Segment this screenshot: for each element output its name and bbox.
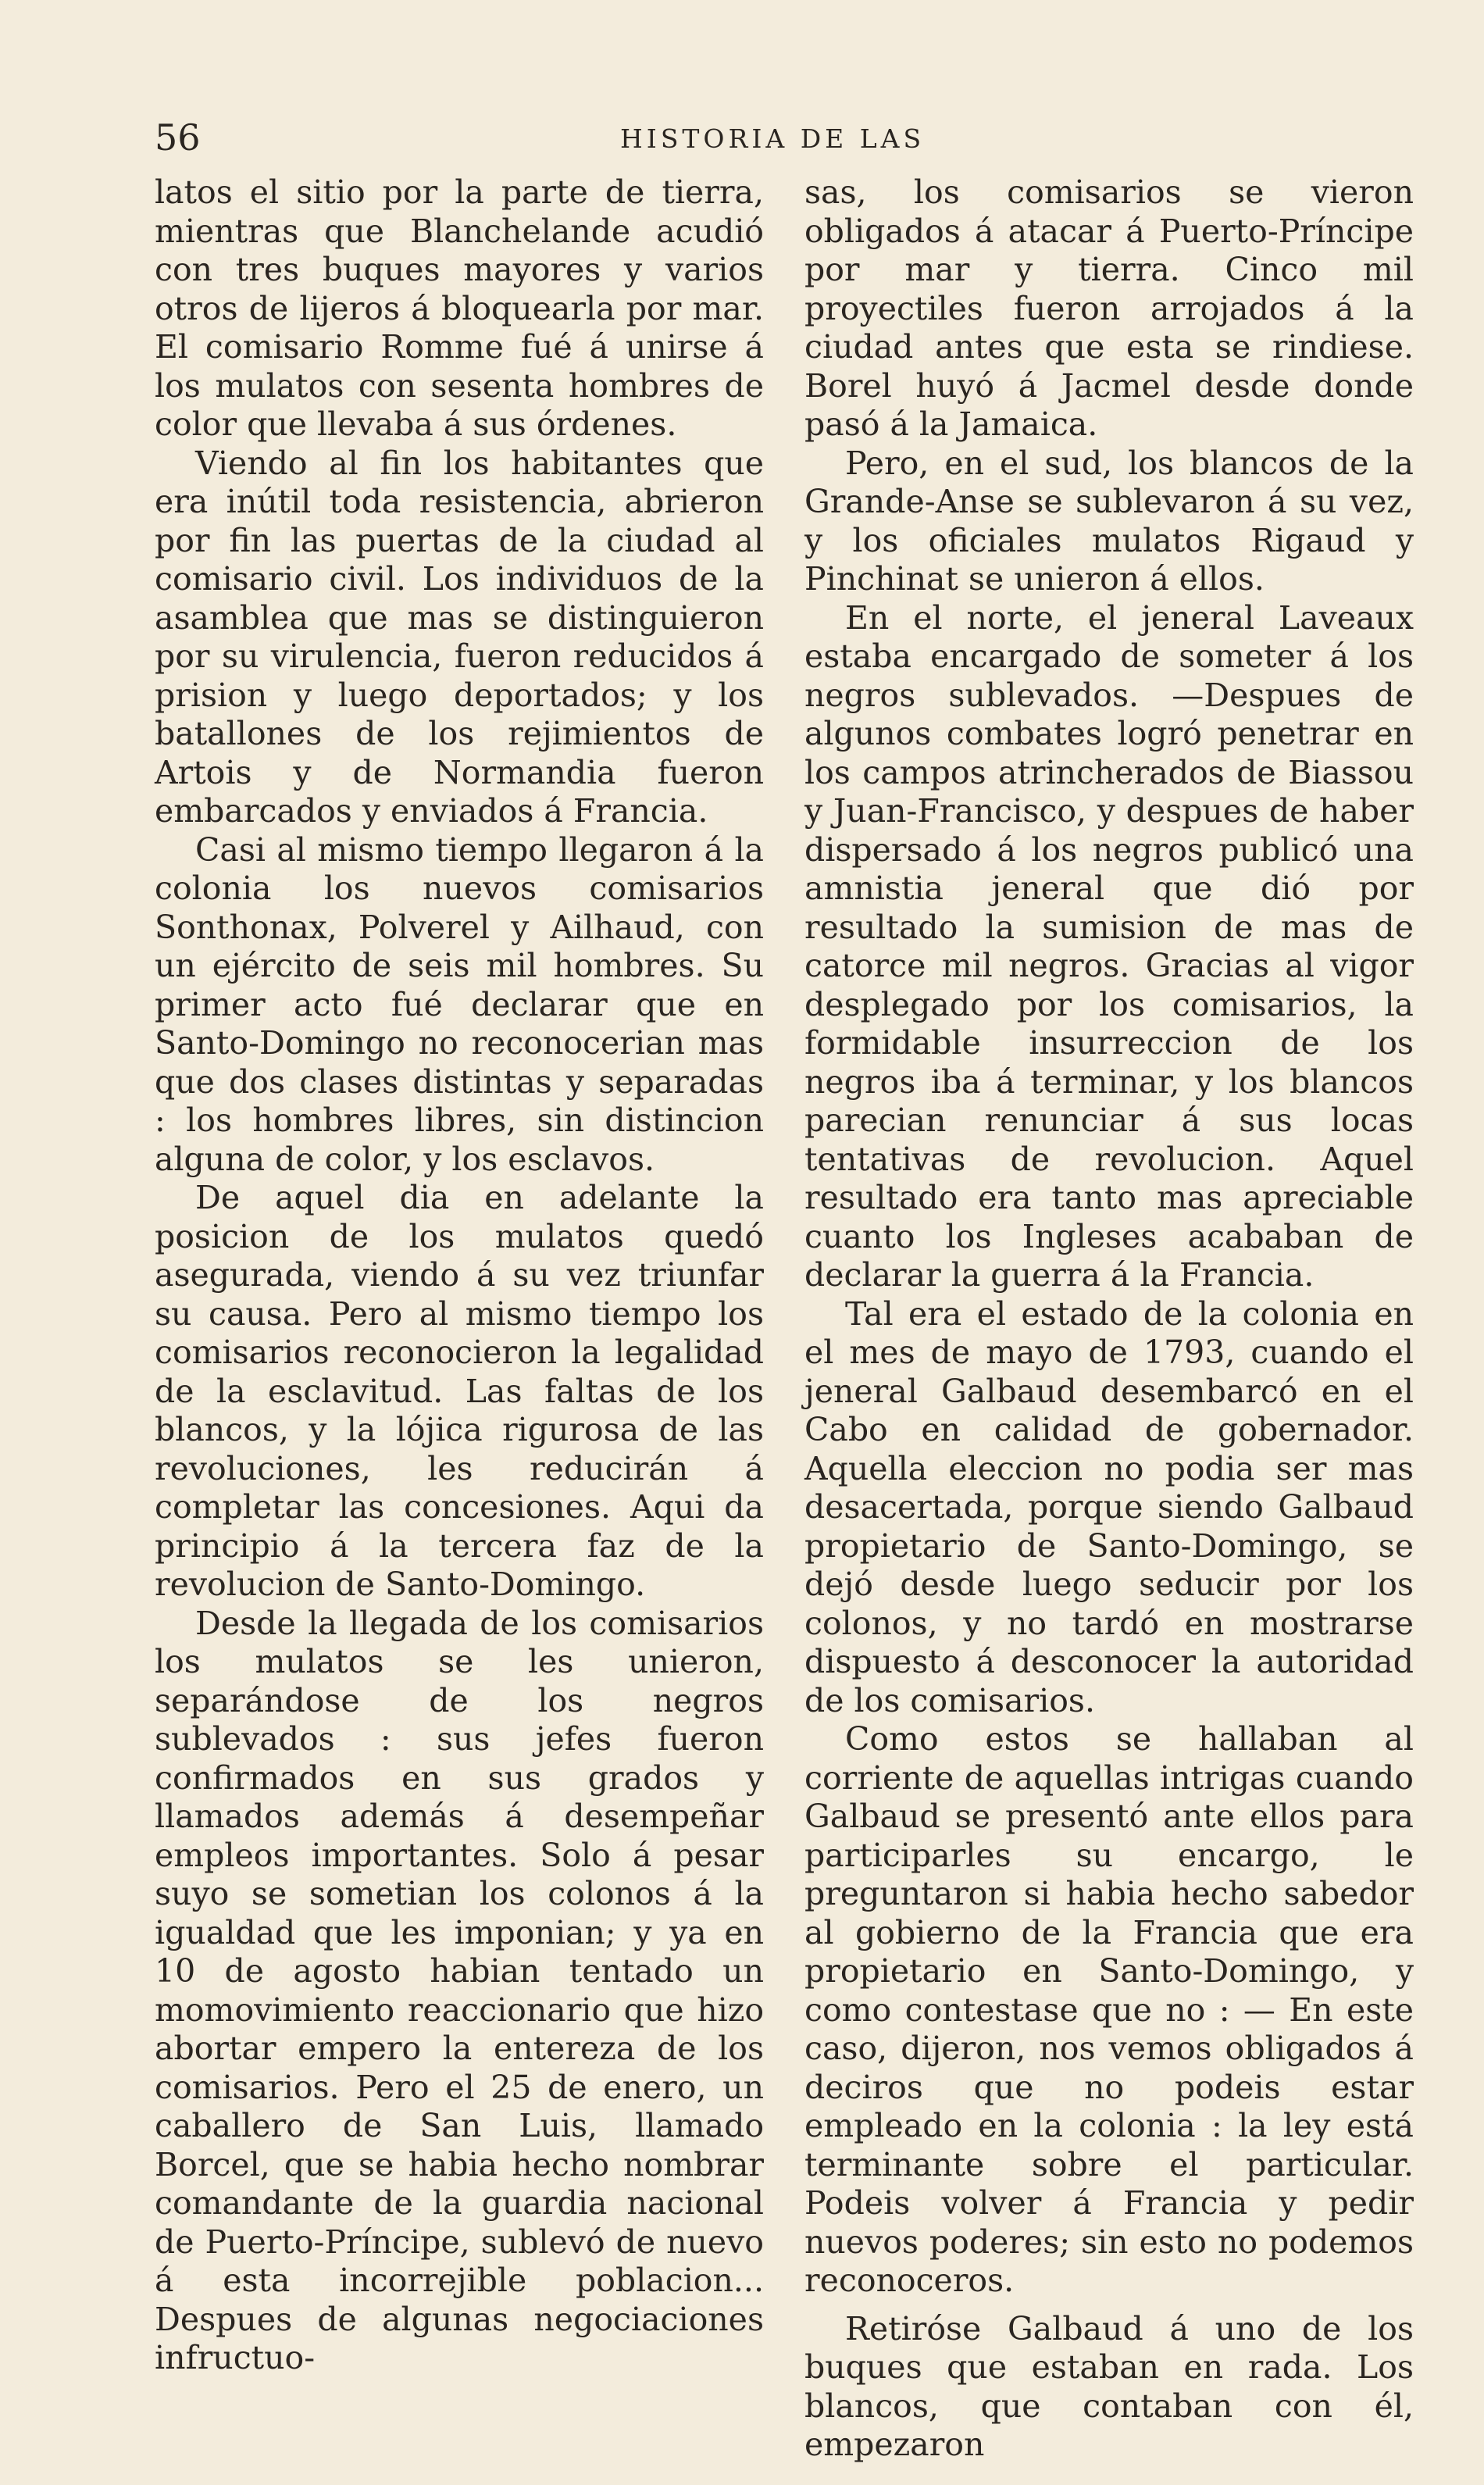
paragraph: sas, los comisarios se vieron obligados á atacar á Puerto-Príncipe por mar y tierra. Cinco mil proyectiles fueron arrojados á la ciudad antes que esta se rindiese. Borel huyó á Jacmel desde donde pasó á la Jamaica.: [804, 173, 1414, 443]
paragraph: Desde la llegada de los comisarios los mulatos se les unieron, separándose de los negros sublevados : sus jefes fueron confirmados en sus grados y llamados además á desempeñar empleos importantes. Solo á pesar suyo se sometian los colonos á la igualdad que les imponian; y ya en 10 de agosto habian tentado un momovimiento reaccionario que hizo abortar empero la entereza de los comisarios. Pero el 25 de enero, un caballero de San Luis, llamado Borcel, que se habia hecho nombrar comandante de la guardia nacional de Puerto-Príncipe, sublevó de nuevo á esta incorrejible poblacion... Despues de algunas negociaciones infructuo-: [155, 1604, 764, 2376]
paragraph: Retiróse Galbaud á uno de los buques que estaban en rada. Los blancos, que contaban con él, empezaron: [804, 2309, 1414, 2463]
paragraph: En el norte, el jeneral Laveaux estaba encargado de someter á los negros sublevados. —Despues de algunos combates logró penetrar en los campos atrincherados de Biassou y Juan-Francisco, y despues de haber dispersado á los negros publicó una amnistia jeneral que dió por resultado la sumision de mas de catorce mil negros. Gracias al vigor desplegado por los comisarios, la formidable insurreccion de los negros iba á terminar, y los blancos parecian renunciar á sus locas tentativas de revolucion. Aquel resultado era tanto mas apreciable cuanto los Ingleses acababan de declarar la guerra á la Francia.: [804, 598, 1414, 1294]
page-number: 56: [155, 116, 201, 159]
running-head: HISTORIA DE LAS: [620, 123, 926, 154]
paragraph: Viendo al fin los habitantes que era inútil toda resistencia, abrieron por fin las puertas de la ciudad al comisario civil. Los individuos de la asamblea que mas se distinguieron por su virulencia, fueron reducidos á prision y luego deportados; y los batallones de los rejimientos de Artois y de Normandia fueron embarcados y enviados á Francia.: [155, 444, 764, 830]
right-column: [804, 173, 1414, 2465]
paragraph: Como estos se hallaban al corriente de aquellas intrigas cuando Galbaud se presentó ante ellos para participarles su encargo, le preguntaron si habia hecho sabedor al gobierno de la Francia que era propietario en Santo-Domingo, y como contestase que no : — En este caso, dijeron, nos vemos obligados á deciros que no podeis estar empleado en la colonia : la ley está terminante sobre el particular. Podeis volver á Francia y pedir nuevos poderes; sin esto no podemos reconoceros.: [804, 1720, 1414, 2299]
paragraph: Pero, en el sud, los blancos de la Grande-Anse se sublevaron á su vez, y los oficiales mulatos Rigaud y Pinchinat se unieron á ellos.: [804, 444, 1414, 598]
paragraph: De aquel dia en adelante la posicion de los mulatos quedó asegurada, viendo á su vez triunfar su causa. Pero al mismo tiempo los comisarios reconocieron la legalidad de la esclavitud. Las faltas de los blancos, y la lójica rigurosa de las revoluciones, les reducirán á completar las concesiones. Aqui da principio á la tercera faz de la revolucion de Santo-Domingo.: [155, 1179, 764, 1603]
left-column: [155, 173, 764, 2378]
paragraph: Tal era el estado de la colonia en el mes de mayo de 1793, cuando el jeneral Galbaud desembarcó en el Cabo en calidad de gobernador. Aquella eleccion no podia ser mas desacertada, porque siendo Galbaud propietario de Santo-Domingo, se dejó desde luego seducir por los colonos, y no tardó en mostrarse dispuesto á desconocer la autoridad de los comisarios.: [804, 1294, 1414, 1719]
page-header: [155, 116, 1381, 162]
paragraph: Casi al mismo tiempo llegaron á la colonia los nuevos comisarios Sonthonax, Polverel y Ailhaud, con un ejército de seis mil hombres. Su primer acto fué declarar que en Santo-Domingo no reconocerian mas que dos clases distintas y separadas : los hombres libres, sin distincion alguna de color, y los esclavos.: [155, 830, 764, 1178]
paragraph: latos el sitio por la parte de tierra, mientras que Blanchelande acudió con tres buques mayores y varios otros de lijeros á bloquearla por mar. El comisario Romme fué á unirse á los mulatos con sesenta hombres de color que llevaba á sus órdenes.: [155, 173, 764, 443]
